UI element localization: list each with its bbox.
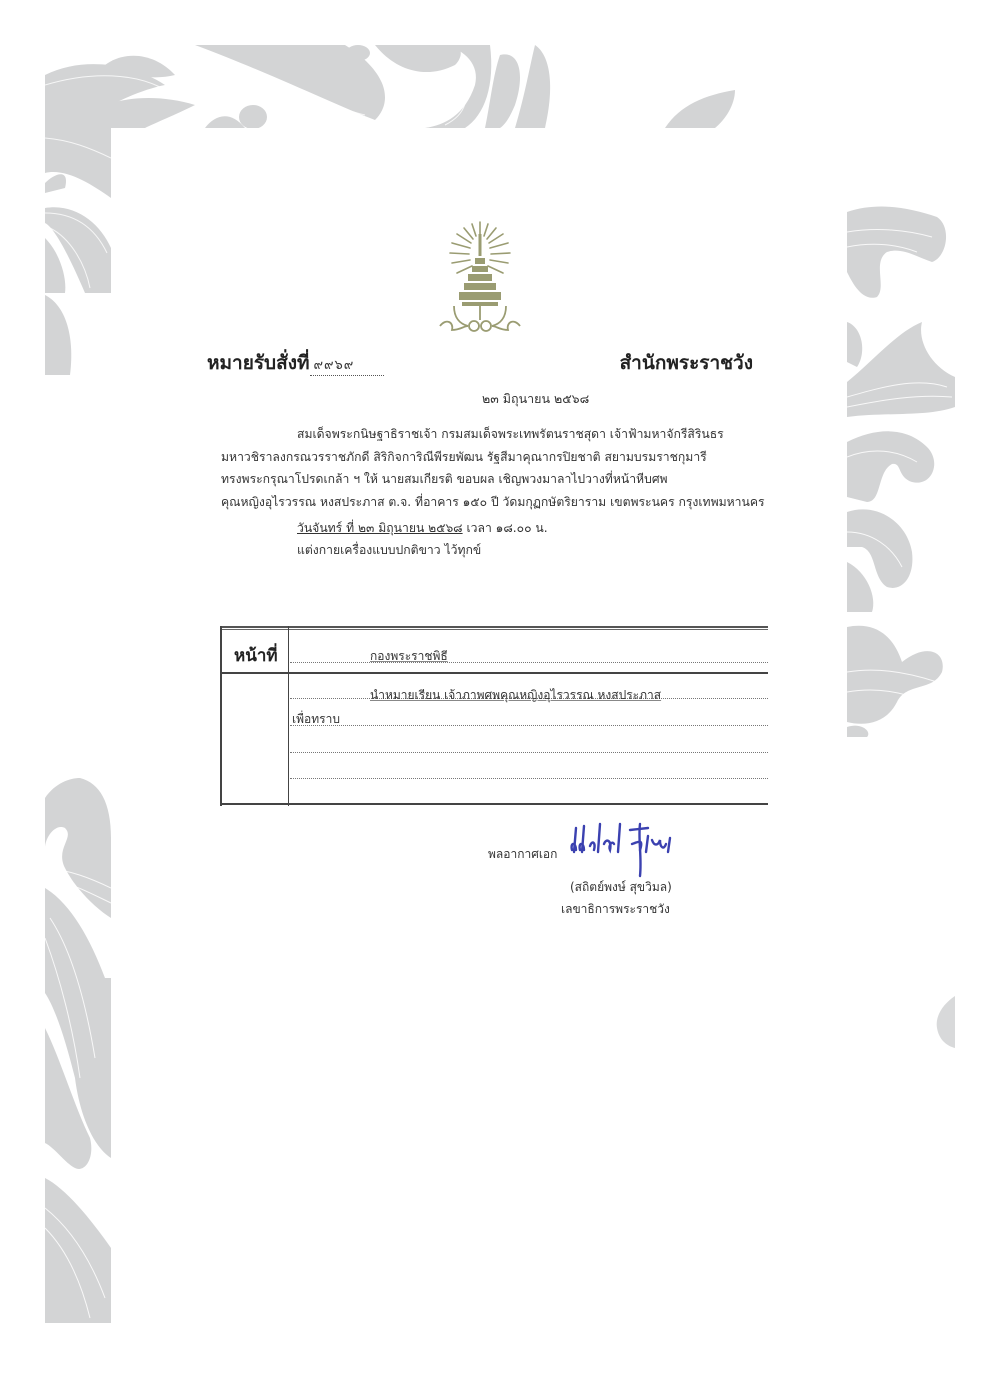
table-border — [220, 803, 768, 805]
event-details — [297, 517, 548, 561]
order-reference-label: หมายรับสั่งที่ — [207, 352, 310, 374]
dotted-line — [290, 725, 768, 726]
dress-code: แต่งกายเครื่องแบบปกติขาว ไว้ทุกข์ — [297, 543, 482, 557]
signatory-title: เลขาธิการพระราชวัง — [561, 902, 670, 916]
dotted-line — [290, 752, 768, 753]
table-divider — [288, 626, 289, 806]
event-time: เวลา ๑๘.๐๐ น. — [466, 521, 548, 535]
signatory-rank: พลอากาศเอก — [488, 847, 558, 861]
distribution-table — [220, 626, 768, 806]
instruction-text: นำหมายเรียน เจ้าภาพศพคุณหญิงอุไรวรรณ หงสประภาส — [370, 688, 662, 702]
table-border — [220, 626, 768, 630]
letter-date: ๒๓ มิถุนายน ๒๕๖๘ — [482, 391, 590, 406]
floral-decoration-left-lower — [45, 778, 111, 1323]
department-name: กองพระราชพิธี — [370, 649, 448, 663]
floral-decoration-top — [45, 45, 740, 128]
table-divider — [220, 672, 768, 674]
issuing-office: สำนักพระราชวัง — [619, 352, 753, 374]
dotted-line — [290, 778, 768, 779]
floral-decoration-left-middle — [45, 295, 111, 375]
event-date: วันจันทร์ ที่ ๒๓ มิถุนายน ๒๕๖๘ — [297, 521, 463, 535]
floral-decoration-right — [847, 202, 955, 737]
signatory-name: (สถิตย์พงษ์ สุขวิมล) — [570, 880, 672, 894]
dotted-line — [290, 662, 768, 663]
purpose-text: เพื่อทราบ — [292, 712, 340, 726]
duty-header: หน้าที่ — [234, 646, 278, 666]
handwritten-signature-icon — [568, 820, 678, 878]
body-line: คุณหญิงอุไรวรรณ หงสประภาส ต.จ. ที่อาคาร ๑๕๐ ปี วัดมกุฏกษัตริยาราม เขตพระนคร กรุงเทพมหานคร — [221, 494, 765, 509]
table-border — [220, 626, 222, 806]
floral-decoration-right-small — [935, 996, 955, 1048]
order-reference — [207, 348, 384, 378]
royal-emblem-icon — [432, 218, 528, 336]
body-line: สมเด็จพระกนิษฐาธิราชเจ้า กรมสมเด็จพระเทพรัตนราชสุดา เจ้าฟ้ามหาจักรีสิรินธร — [297, 427, 724, 441]
order-reference-number: ๙๙๖๙ — [310, 354, 385, 376]
floral-decoration-left-upper — [45, 128, 111, 293]
letter-body — [221, 423, 781, 513]
body-line: มหาวชิราลงกรณวรราชภักดี สิริกิจการิณีพีรยพัฒน รัฐสีมาคุณากรปิยชาติ สยามบรมราชกุมารี — [221, 449, 707, 464]
body-line: ทรงพระกรุณาโปรดเกล้า ฯ ให้ นายสมเกียรติ ขอบผล เชิญพวงมาลาไปวางที่หน้าหีบศพ — [221, 472, 668, 486]
